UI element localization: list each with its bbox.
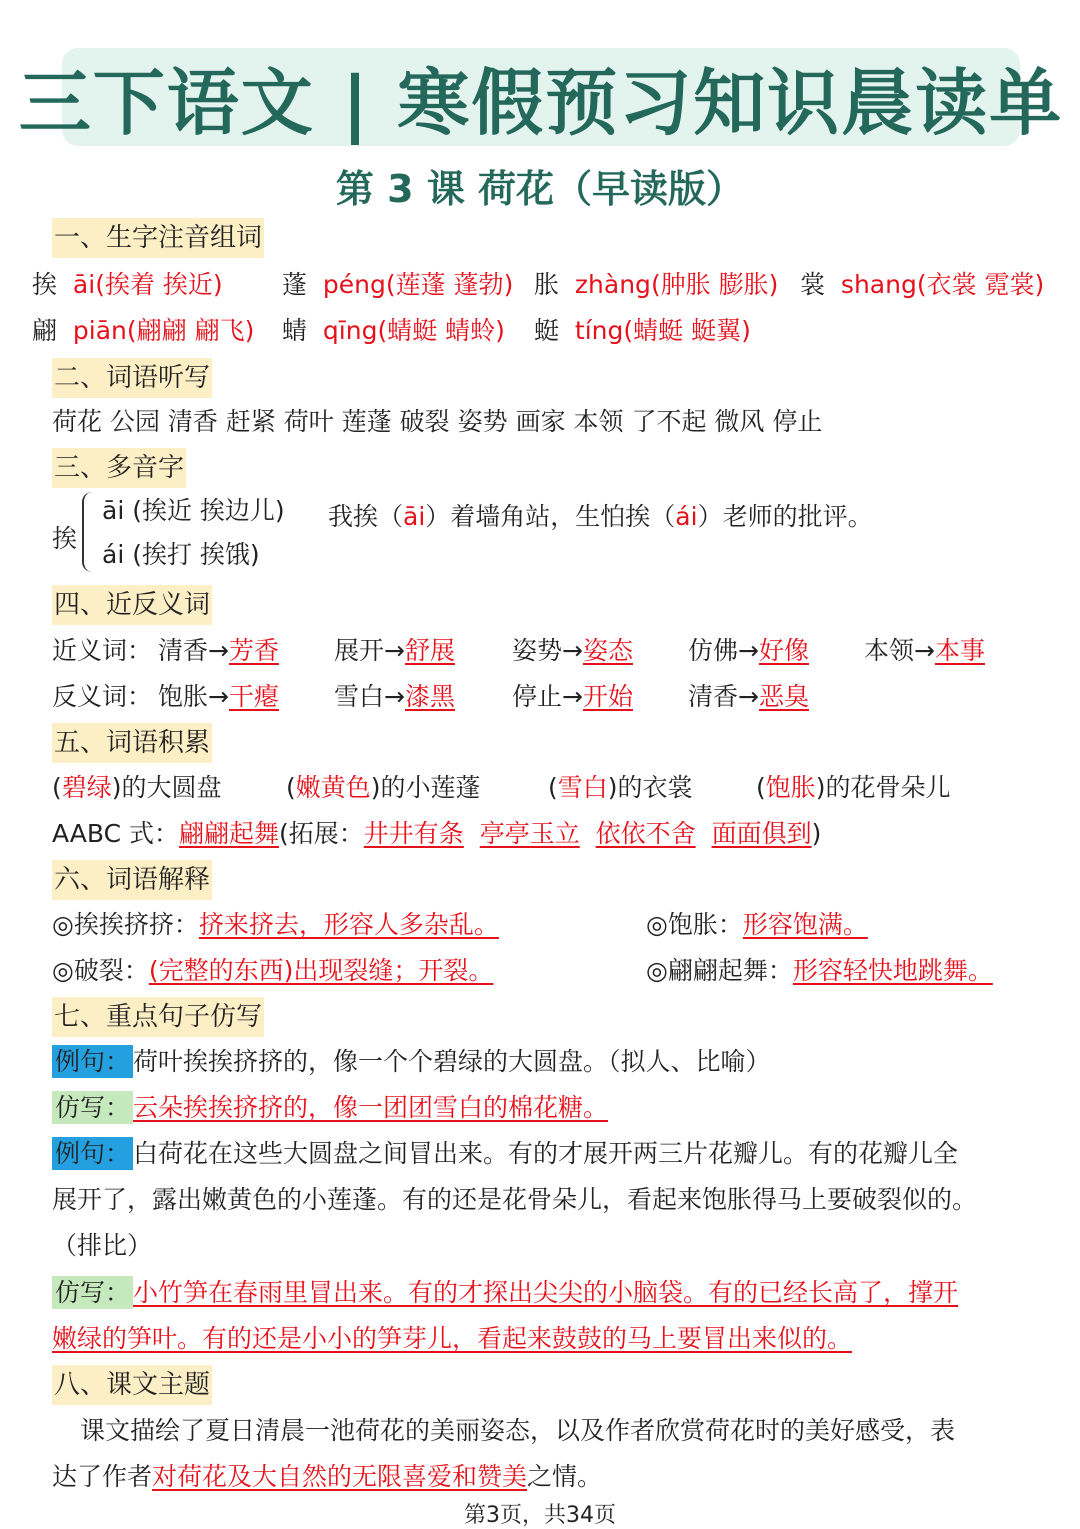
char-row-5: 翩 piān(翩翩 翩飞)	[32, 316, 255, 345]
theme-line-2: 达了作者对荷花及大自然的无限喜爱和赞美之情。	[52, 1462, 603, 1491]
explain-item: ◎翩翩起舞：形容轻快地跳舞。	[646, 956, 993, 985]
title-banner	[18, 48, 1064, 146]
example-sentence-2: 例句： 白荷花在这些大圆盘之间冒出来。有的才展开两三片花瓣儿。有的花瓣儿全	[52, 1137, 958, 1171]
explain-item: ◎饱胀：形容饱满。	[646, 910, 868, 939]
section-header-2: 二、词语听写	[52, 358, 212, 398]
polyphone-char: 挨	[52, 524, 78, 553]
example-sentence-2-line3: （排比）	[52, 1231, 153, 1260]
page-title: 三下语文 | 寒假预习知识晨读单	[18, 61, 1064, 145]
char-row-6: 蜻 qīng(蜻蜓 蜻蛉)	[282, 316, 505, 345]
phrase-item: (饱胀)的花骨朵儿	[756, 773, 951, 802]
synonym-item: 展开→舒展	[334, 636, 455, 665]
pinyin: qīng	[322, 316, 378, 345]
pinyin: piān	[72, 316, 127, 345]
polyphone-reading-1: āi (挨近 挨边儿)	[102, 496, 285, 525]
lesson-subtitle: 第 3 课 荷花（早读版）	[335, 167, 745, 211]
section-header-4: 四、近反义词	[52, 585, 212, 625]
example-tag: 例句：	[52, 1137, 133, 1170]
synonym-item: 仿佛→好像	[688, 636, 809, 665]
antonym-item: 清香→恶臭	[688, 682, 809, 711]
char-words: 蜻蜓 蜓翼	[633, 316, 742, 345]
char-row-1: 挨 āi(挨着 挨近)	[32, 270, 223, 299]
pinyin: zhàng	[574, 270, 651, 299]
synonym-item: 姿势→姿态	[512, 636, 633, 665]
pinyin: āi	[72, 270, 96, 299]
synonym-item: 清香→芳香	[158, 636, 279, 665]
phrase-item: (嫩黄色)的小莲蓬	[286, 773, 481, 802]
char-words: 莲蓬 蓬勃	[395, 270, 504, 299]
char: 蜻	[282, 316, 308, 345]
imitation-2: 仿写： 小竹笋在春雨里冒出来。有的才探出尖尖的小脑袋。有的已经长高了，撑开	[52, 1276, 958, 1310]
section-header-3: 三、多音字	[52, 448, 186, 488]
char-row-7: 蜓 tíng(蜻蜓 蜓翼)	[534, 316, 751, 345]
char-words: 挨着 挨近	[104, 270, 213, 299]
section-header-5: 五、词语积累	[52, 723, 212, 763]
pinyin: péng	[322, 270, 386, 299]
char-row-2: 蓬 péng(莲蓬 蓬勃)	[282, 270, 514, 299]
imitation-1: 仿写： 云朵挨挨挤挤的，像一团团雪白的棉花糖。	[52, 1091, 608, 1125]
section-header-8: 八、课文主题	[52, 1365, 212, 1405]
polyphone-reading-2: ái (挨打 挨饿)	[102, 540, 260, 569]
phrase-item: (碧绿)的大圆盘	[52, 773, 222, 802]
char-row-4: 裳 shang(衣裳 霓裳)	[800, 270, 1045, 299]
example-tag: 例句：	[52, 1045, 133, 1078]
explain-item: ◎挨挨挤挤：挤来挤去，形容人多杂乱。	[52, 910, 499, 939]
pinyin: shang	[840, 270, 917, 299]
char: 蜓	[534, 316, 560, 345]
char-row-3: 胀 zhàng(肿胀 膨胀)	[534, 270, 779, 299]
char: 胀	[534, 270, 560, 299]
pinyin: tíng	[574, 316, 624, 345]
page-number: 第3页，共34页	[464, 1503, 616, 1528]
section-header-7: 七、重点句子仿写	[52, 997, 264, 1037]
antonym-item: 雪白→漆黑	[334, 682, 455, 711]
char-words: 蜻蜓 蜻蛉	[387, 316, 496, 345]
imitation-tag: 仿写：	[52, 1091, 133, 1124]
polyphone-sentence: 我挨（āi）着墙角站，生怕挨（ái）老师的批评。	[328, 502, 873, 531]
char: 翩	[32, 316, 58, 345]
aabc-line: AABC 式：翩翩起舞(拓展：井井有条 亭亭玉立 依依不舍 面面俱到)	[52, 819, 822, 848]
char-words: 肿胀 膨胀	[660, 270, 769, 299]
char: 蓬	[282, 270, 308, 299]
section-header-1: 一、生字注音组词	[52, 218, 264, 258]
antonym-item: 停止→开始	[512, 682, 633, 711]
imitation-2-line2: 嫩绿的笋叶。有的还是小小的笋芽儿，看起来鼓鼓的马上要冒出来似的。	[52, 1324, 853, 1353]
section-header-6: 六、词语解释	[52, 860, 212, 900]
synonym-item: 本领→本事	[864, 636, 985, 665]
theme-line-1: 课文描绘了夏日清晨一池荷花的美丽姿态，以及作者欣赏荷花时的美好感受，表	[80, 1416, 956, 1445]
char-words: 衣裳 霓裳	[926, 270, 1035, 299]
dictation-words: 荷花 公园 清香 赶紧 荷叶 莲蓬 破裂 姿势 画家 本领 了不起 微风 停止	[52, 407, 823, 436]
char: 裳	[800, 270, 826, 299]
explain-item: ◎破裂：(完整的东西)出现裂缝；开裂。	[52, 956, 494, 985]
phrase-item: (雪白)的衣裳	[548, 773, 693, 802]
example-sentence-1: 例句： 荷叶挨挨挤挤的，像一个个碧绿的大圆盘。（拟人、比喻）	[52, 1045, 771, 1079]
synonyms-label: 近义词：	[52, 636, 153, 665]
brace	[82, 492, 98, 572]
example-sentence-2-line2: 展开了，露出嫩黄色的小莲蓬。有的还是花骨朵儿，看起来饱胀得马上要破裂似的。	[52, 1185, 978, 1214]
antonyms-label: 反义词：	[52, 682, 153, 711]
char: 挨	[32, 270, 58, 299]
imitation-tag: 仿写：	[52, 1276, 133, 1309]
antonym-item: 饱胀→干瘪	[158, 682, 279, 711]
char-words: 翩翩 翩飞	[136, 316, 245, 345]
